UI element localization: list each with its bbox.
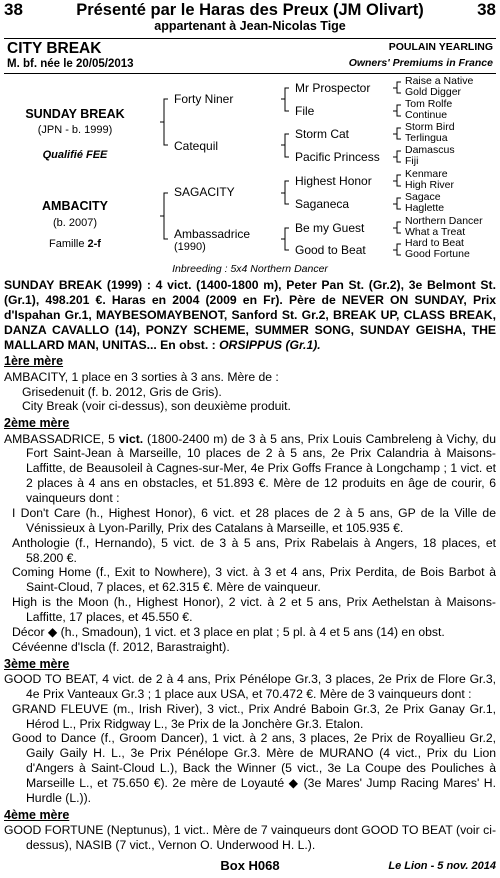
gen4-1: Raise a Native [405, 75, 474, 87]
sire-qualification: Qualifié FEE [42, 149, 108, 161]
consignor-title: Présenté par le Haras des Preux (JM Olivart) [76, 1, 424, 19]
gen2-3: SAGACITY [174, 185, 235, 199]
sire-info: (JPN - b. 1999) [37, 124, 113, 136]
gen4-12: Haglette [405, 202, 445, 214]
horse-name: CITY BREAK [7, 40, 102, 57]
second-dam-produce: Coming Home (f., Exit to Nowhere), 3 vict. à 3 et 4 ans, Prix Perdita, de Bois Barbot à Saint-Cloud, 7 places, et 62.315 €. Mère de vainqueur. [12, 565, 496, 595]
first-dam-heading: 1ère mère [4, 354, 64, 369]
second-dam-paragraph: AMBASSADRICE, 5 vict. (1800-2400 m) de 3 à 5 ans, Prix Louis Cambreleng à Vichy, du Fort Saint-Jean à Marseille, 10 places de 2 à 5 ans, 2e Prix Calandria à Maisons-Laffitte, de Beausoleil à Cagnes-sur-Mer, 4e Prix Goffs France à Longchamp ; 1 vict. et 2 places à 4 ans en obstacles, et 51.893 €. Mère de 12 produits en âge de courir, 6 vainqueurs dont : [4, 431, 496, 505]
first-dam-produce: City Break (voir ci-dessus), son deuxième produit. [22, 399, 291, 414]
dam-family: Famille 2-f [49, 238, 101, 250]
box-number: Box H068 [220, 858, 280, 873]
third-dam-paragraph: GOOD TO BEAT, 4 vict. de 2 à 4 ans, Prix Pénélope Gr.3, 3 places, 2e Prix de Flore Gr.3, 4e Prix Vanteaux Gr.3 ; 1 place aux USA, et 70.472 €. Mère de 3 vainqueurs dont : [4, 671, 496, 701]
dam-name: AMBACITY [42, 199, 108, 213]
horse-box [4, 38, 496, 74]
lot-number: 38 [4, 0, 23, 19]
second-dam-produce: High is the Moon (h., Highest Honor), 2 vict. à 2 et 5 ans, Prix Aethelstan à Maisons-Laffitte, 17 places, et 45.550 €. [12, 595, 496, 624]
gen2-4: Ambassadrice [174, 227, 251, 241]
sire-paragraph: SUNDAY BREAK (1999) : 4 vict. (1400-1800 m), Peter Pan St. (Gr.2), 3e Belmont St. (Gr.1), 498.201 €. Haras en 2004 (2009 en Fr). Père de NEVER ON SUNDAY, Prix d'Ispahan Gr.1, MAYBESOMAYBENOT, Sanford St. Gr.2, BREAK UP, CLASS BREAK, DANZA CAVALLO (14), PONZY SCHEME, SUMMER SONG, SUNDAY GEISHA, THE MALLARD MAN, UNITAS... En obst. : ORSIPPUS (Gr.1). [4, 278, 496, 352]
gen4-6: Terlingua [405, 132, 448, 144]
dam-info: (b. 2007) [52, 217, 98, 229]
page-header [4, 0, 496, 33]
gen3-5: Highest Honor [295, 174, 372, 188]
gen4-10: High River [405, 179, 455, 191]
second-dam-heading: 2ème mère [4, 416, 70, 431]
sire-name: SUNDAY BREAK [25, 107, 125, 121]
gen2-1: Forty Niner [174, 92, 234, 106]
gen4-2: Gold Digger [405, 86, 462, 98]
owner-subtitle: appartenant à Jean-Nicolas Tige [154, 19, 346, 33]
third-dam-produce: GRAND FLEUVE (m., Irish River), 3 vict., Prix André Baboin Gr.3, 2e Prix Ganay Gr.1, Hérod L., Prix Ridgway L., 3e Prix de la Jonchère Gr.3. Etalon. [12, 701, 496, 731]
gen2-2: Catequil [174, 139, 219, 153]
gen4-16: Good Fortune [405, 248, 470, 260]
pedigree-table [0, 72, 500, 276]
second-dam-produce: Décor ◆ (h., Smadoun), 1 vict. et 3 place en plat ; 5 pl. à 4 et 5 ans (14) en obst. [12, 624, 445, 639]
second-dam-produce: Anthologie (f., Hernando), 5 vict. de 3 à 5 ans, Prix Rabelais à Angers, 18 places, et 58.200 €. [12, 535, 496, 565]
gen3-2: File [295, 104, 315, 118]
first-dam-line: AMBACITY, 1 place en 3 sorties à 3 ans. Mère de : [4, 369, 279, 384]
catalogue-text [4, 278, 496, 853]
gen4-14: What a Treat [405, 226, 466, 238]
gen4-7: Damascus [405, 144, 455, 156]
gen4-5: Storm Bird [405, 121, 455, 133]
gen3-7: Be my Guest [295, 221, 365, 235]
lot-number-right: 38 [477, 0, 496, 19]
second-dam-produce: I Don't Care (h., Highest Honor), 6 vict. et 28 places de 2 à 5 ans, GP de la Ville de Vénissieux à Lyon-Parilly, Prix des Catalans à Marseille, et 105.935 €. [12, 505, 496, 535]
gen2-4-year: (1990) [174, 241, 206, 253]
horse-sex: POULAIN YEARLING [388, 41, 493, 53]
gen4-4: Continue [405, 109, 448, 121]
gen4-8: Fiji [405, 155, 419, 167]
gen3-1: Mr Prospector [295, 81, 371, 95]
page-footer [4, 858, 496, 876]
owners-premiums: Owners' Premiums in France [348, 57, 493, 69]
gen4-11: Sagace [405, 191, 441, 203]
horse-birth: M. bf. née le 20/05/2013 [7, 58, 134, 70]
gen4-15: Hard to Beat [405, 237, 464, 249]
gen3-6: Saganeca [295, 197, 350, 211]
gen3-4: Pacific Princess [295, 150, 380, 164]
third-dam-produce: Good to Dance (f., Groom Dancer), 1 vict. à 2 ans, 3 places, 2e Prix de Royallieu Gr.2, Gaily Gaily H. L., 3e Prix Pénélope Gr.3. Mère de MURANO (4 vict., Prix du Lion d'Angers à Saint-Cloud L.), Back the Winner (5 vict., 3e La Coupe des Pouliches à Marseille L., et 75.650 €). 2e mère de Loyauté ◆ (3e Mares' Jump Racing Mares' H. Hurdle (L.)). [12, 731, 496, 805]
gen4-3: Tom Rolfe [405, 98, 453, 110]
fourth-dam-paragraph: GOOD FORTUNE (Neptunus), 1 vict.. Mère de 7 vainqueurs dont GOOD TO BEAT (voir ci-dessus), NASIB (7 vict., Vernon O. Underwood H. L.). [4, 823, 496, 852]
second-dam-produce: Cévéenne d'Iscla (f. 2012, Barastraight). [12, 639, 230, 654]
fourth-dam-heading: 4ème mère [4, 807, 70, 822]
gen3-8: Good to Beat [295, 243, 366, 257]
gen3-3: Storm Cat [295, 127, 350, 141]
first-dam-produce: Grisedenuit (f. b. 2012, Gris de Gris). [22, 384, 222, 399]
gen4-9: Kenmare [405, 168, 448, 180]
inbreeding-note: Inbreeding : 5x4 Northern Dancer [172, 263, 328, 275]
gen4-13: Northern Dancer [405, 215, 483, 227]
sale-date: Le Lion - 5 nov. 2014 [388, 860, 496, 872]
third-dam-heading: 3ème mère [4, 656, 70, 671]
